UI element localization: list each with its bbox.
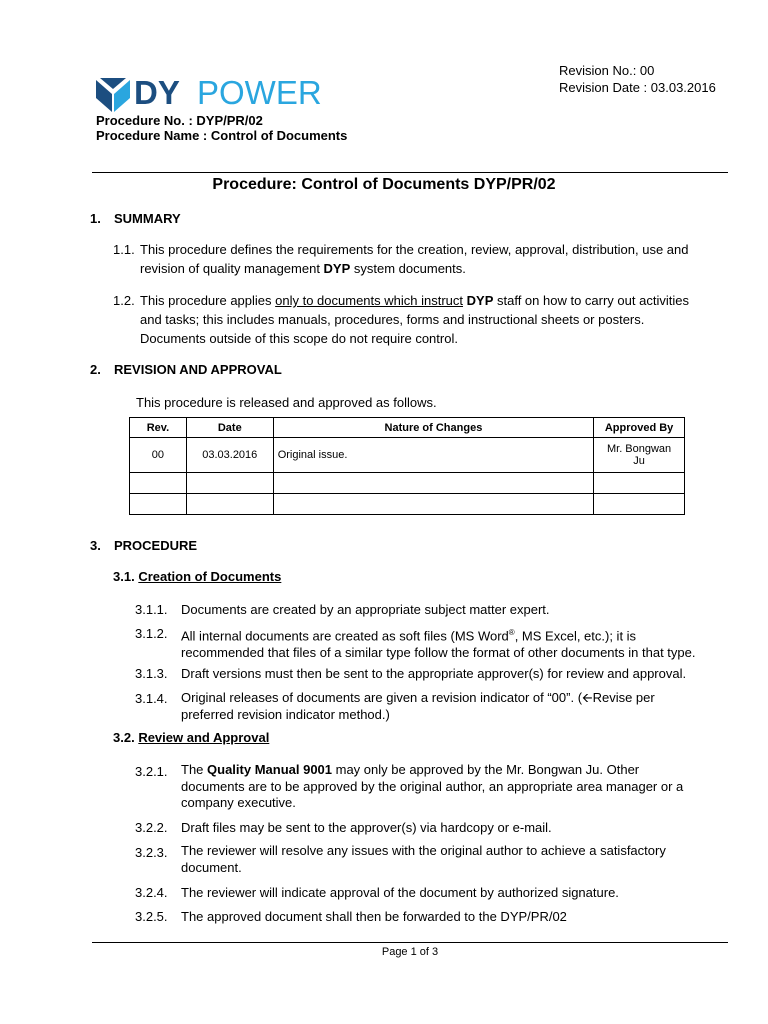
item-number: 3.1.4. [135, 691, 168, 706]
paragraph-1-2-number: 1.2. [113, 293, 135, 308]
table-row [130, 438, 685, 473]
revision-number: Revision No.: 00 [559, 63, 655, 78]
column-header-nature: Nature of Changes [273, 418, 593, 438]
item-number: 3.2.5. [135, 909, 168, 924]
section-heading-revision-approval: 2. REVISION AND APPROVAL [90, 362, 282, 377]
section-heading-summary: 1. SUMMARY [90, 211, 181, 226]
footer-divider [92, 942, 728, 943]
item-number: 3.2.1. [135, 764, 168, 779]
column-header-approved-by: Approved By [594, 418, 685, 438]
subsection-heading-review: 3.2. Review and Approval [113, 730, 270, 745]
header-divider [92, 172, 728, 173]
revision-table [129, 417, 685, 515]
subsection-heading-creation: 3.1. Creation of Documents [113, 569, 282, 584]
revision-date: Revision Date : 03.03.2016 [559, 80, 716, 95]
cell-rev: 00 [130, 438, 187, 473]
item-3-2-2: Draft files may be sent to the approver(s) via hardcopy or e-mail. [181, 820, 552, 835]
cell-date: 03.03.2016 [186, 438, 273, 473]
procedure-number: Procedure No. : DYP/PR/02 [96, 113, 263, 128]
paragraph-1-1: This procedure defines the requirements for the creation, review, approval, distribution, use and revision of quality management DYP system documents. [140, 242, 689, 276]
cell-approved-by: Mr. Bongwan Ju [594, 438, 685, 473]
paragraph-1-2: This procedure applies only to documents which instruct DYP staff on how to carry out activities and tasks; this includes manuals, procedures, forms and instructional sheets or posters. Documents outside of this scope do not require control. [140, 293, 689, 346]
section-heading-procedure: 3. PROCEDURE [90, 538, 198, 553]
item-number: 3.1.1. [135, 602, 168, 617]
item-3-1-3: Draft versions must then be sent to the appropriate approver(s) for review and approval. [181, 666, 687, 681]
dy-power-logo-mark-icon [96, 78, 130, 112]
column-header-date: Date [186, 418, 273, 438]
item-3-1-1: Documents are created by an appropriate subject matter expert. [181, 602, 550, 617]
item-number: 3.1.2. [135, 626, 168, 641]
cell-nature: Original issue. [273, 438, 593, 473]
item-3-2-4: The reviewer will indicate approval of the document by authorized signature. [181, 885, 619, 900]
table-row-empty [130, 473, 685, 494]
column-header-rev: Rev. [130, 418, 187, 438]
item-3-2-5: The approved document shall then be forwarded to the DYP/PR/02 [181, 909, 567, 924]
dy-power-logo [96, 74, 336, 114]
page-number: Page 1 of 3 [381, 946, 439, 958]
logo-text-dy: DY [134, 74, 180, 111]
item-3-2-1: The Quality Manual 9001 may only be approved by the Mr. Bongwan Ju. Other documents are to be approved by the original author, an appropriate area manager or a company executive. [181, 762, 684, 810]
item-3-1-4: Original releases of documents are given a revision indicator of “00”. (🡨Revise per preferred revision indicator method.) [181, 690, 655, 722]
item-3-2-3: The reviewer will resolve any issues with the original author to achieve a satisfactory document. [181, 843, 666, 875]
paragraph-1-1-number: 1.1. [113, 242, 135, 257]
page-title: Procedure: Control of Documents DYP/PR/02 [212, 176, 556, 193]
revision-intro: This procedure is released and approved as follows. [136, 395, 437, 410]
item-3-1-2: All internal documents are created as soft files (MS Word®, MS Excel, etc.); it is recommended that files of a similar type follow the format of other documents in that type. [181, 628, 696, 661]
procedure-name: Procedure Name : Control of Documents [96, 128, 348, 143]
table-row-empty [130, 494, 685, 515]
logo-text-power: POWER [197, 74, 322, 111]
item-number: 3.2.4. [135, 885, 168, 900]
item-number: 3.2.3. [135, 845, 168, 860]
item-number: 3.1.3. [135, 666, 168, 681]
item-number: 3.2.2. [135, 820, 168, 835]
table-header-row [130, 418, 685, 438]
